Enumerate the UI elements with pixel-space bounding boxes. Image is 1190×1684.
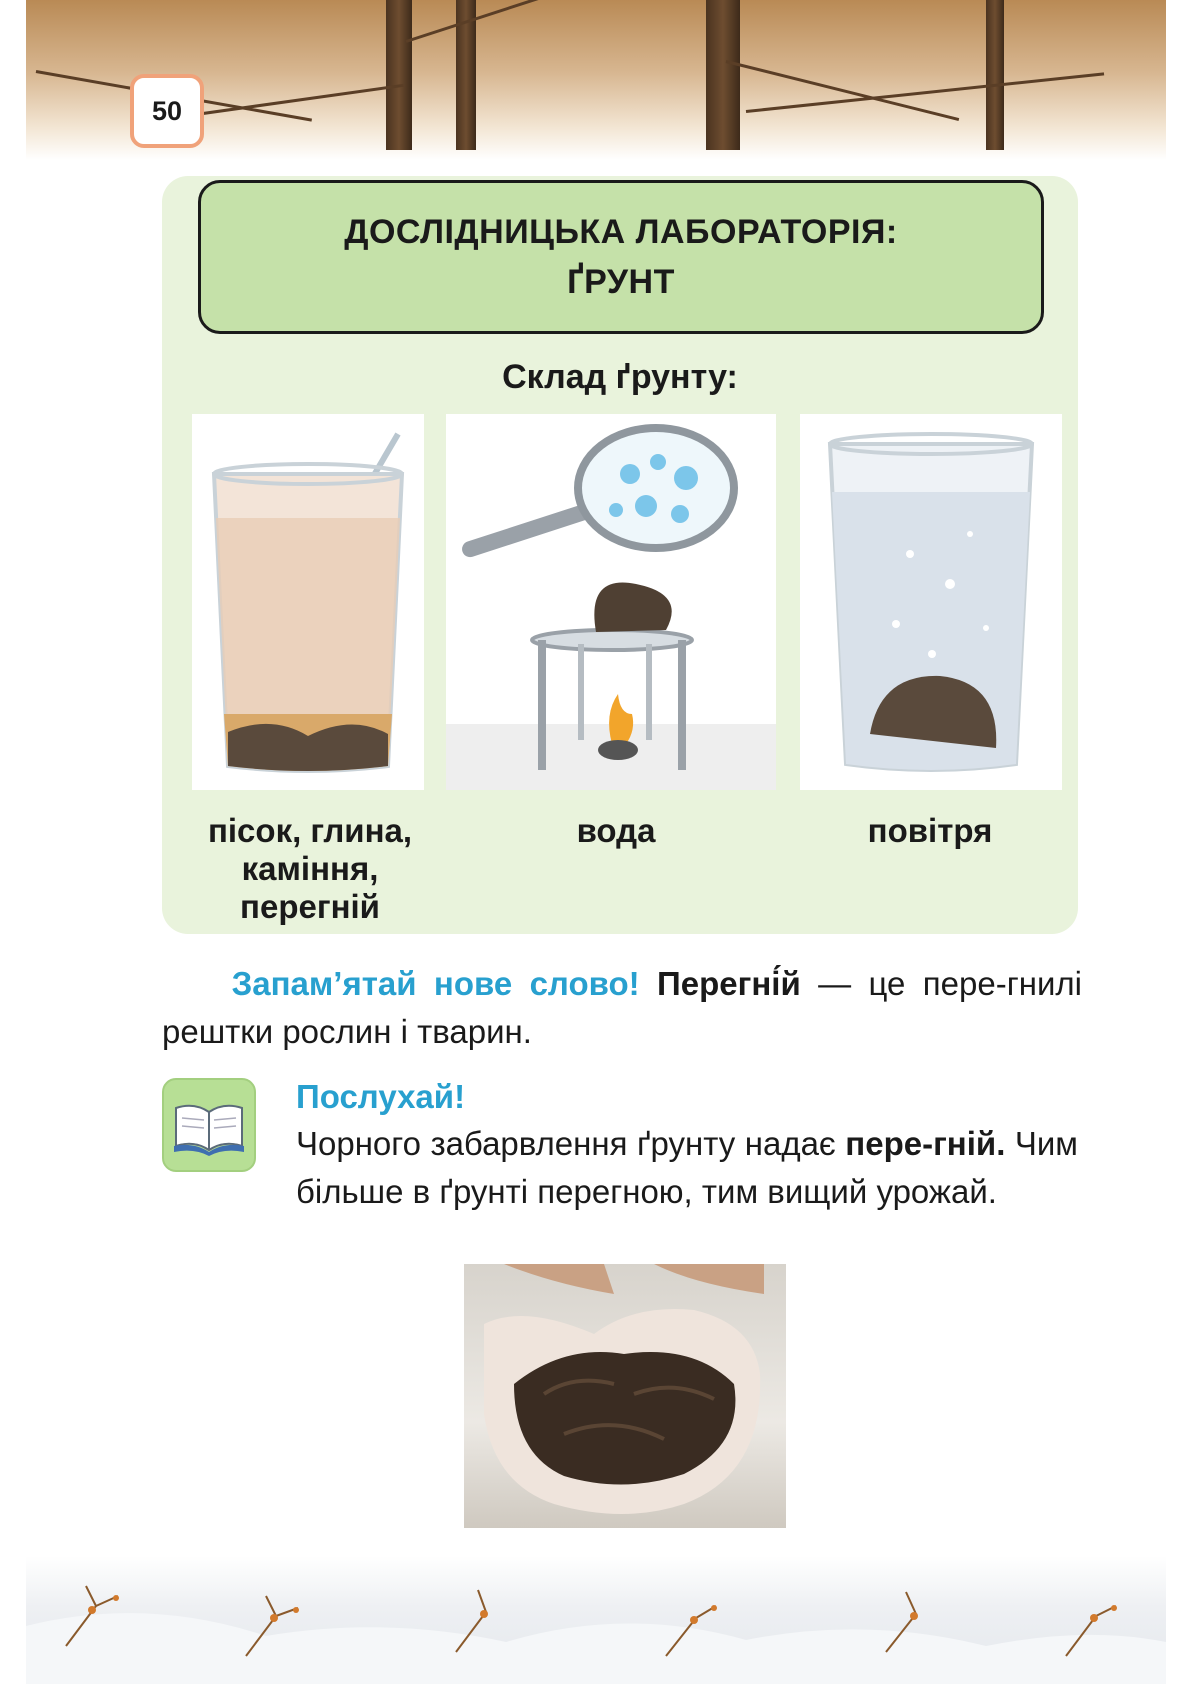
- footer-snow-image: [26, 1556, 1166, 1684]
- listen-text: Чорного забарвлення ґрунту надає пере-гній. Чим більше в ґрунті перегною, тим вищий урожай.: [296, 1125, 1078, 1210]
- remember-paragraph: [162, 960, 1082, 1056]
- water-experiment-illustration: [446, 414, 776, 790]
- page-number: 50: [130, 74, 204, 148]
- listen-title: Послухай!: [296, 1078, 466, 1115]
- remember-definition: — це пере-гнилі рештки рослин і тварин.: [162, 965, 1082, 1050]
- listen-bold-term: пере-гній.: [845, 1125, 1006, 1162]
- caption-water: вода: [576, 812, 656, 849]
- remember-term: Перегні́й: [657, 965, 801, 1002]
- lab-title-line2: ҐРУНТ: [567, 263, 675, 301]
- lab-title-line1: ДОСЛІДНИЦЬКА ЛАБОРАТОРІЯ:: [344, 213, 898, 251]
- air-glass-illustration: [800, 414, 1062, 790]
- open-book-icon: [162, 1078, 256, 1172]
- lab-title: [198, 180, 1044, 334]
- remember-lead: Запам’ятай нове слово!: [231, 965, 640, 1002]
- caption-sediment: пісок, глина, каміння, перегній: [207, 812, 413, 925]
- caption-air: повітря: [867, 812, 993, 849]
- composition-heading: Склад ґрунту:: [502, 358, 738, 396]
- sediment-glass-illustration: [192, 414, 424, 790]
- soil-in-hands-photo: [464, 1264, 786, 1528]
